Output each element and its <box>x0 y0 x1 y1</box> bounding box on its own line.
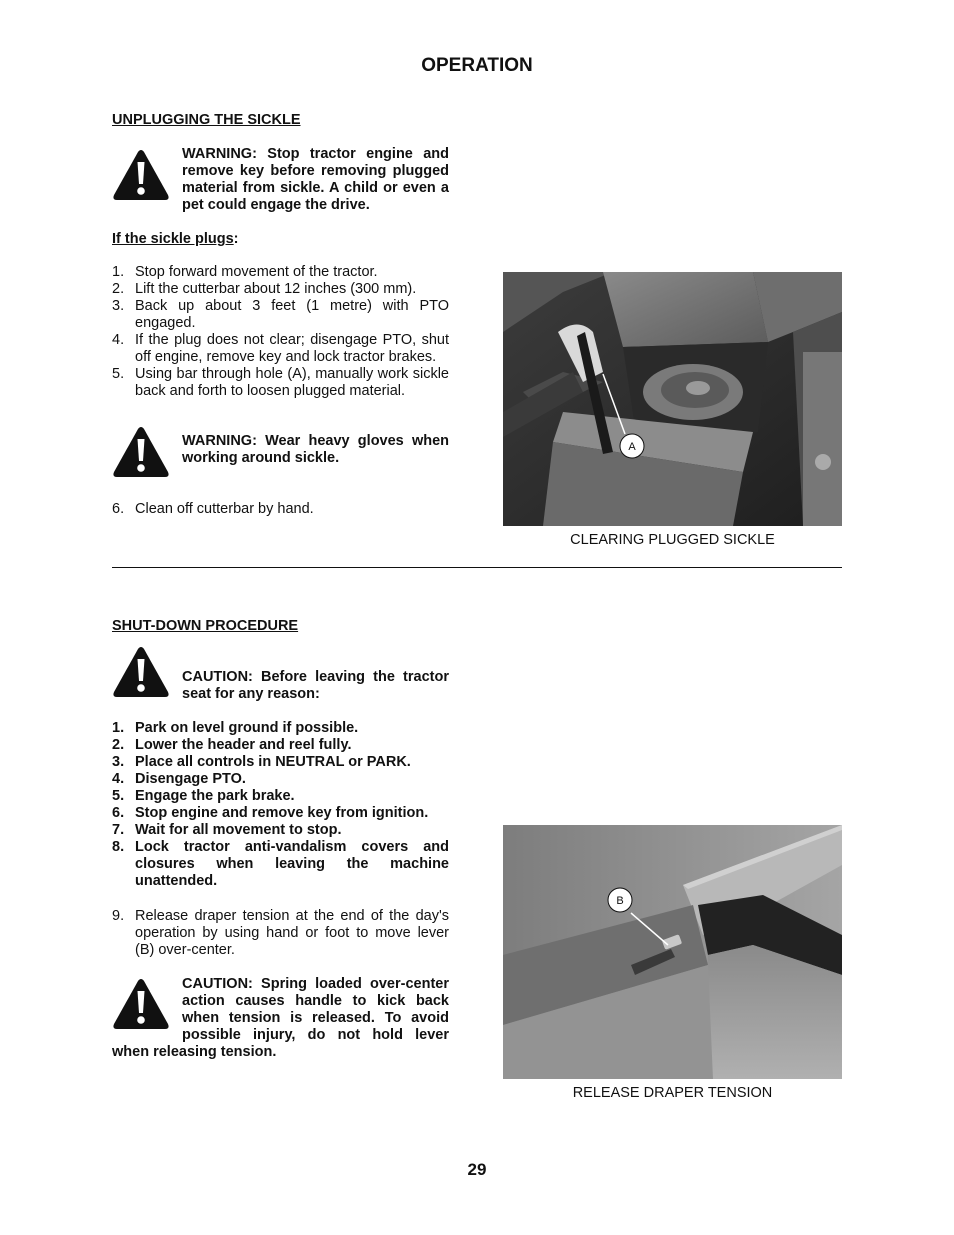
step-number: 6. <box>112 501 125 517</box>
step-text: Place all controls in NEUTRAL or PARK. <box>135 754 411 770</box>
unplugging-steps-list <box>112 264 449 400</box>
list-item <box>112 908 449 959</box>
step-text: Wait for all movement to stop. <box>135 822 342 838</box>
warning-heavy-gloves: WARNING: Wear heavy gloves when working around sickle. <box>182 433 449 466</box>
callout-b-label: B <box>616 895 624 907</box>
step-number: 5. <box>112 366 125 382</box>
caption-clearing-plugged-sickle: CLEARING PLUGGED SICKLE <box>570 532 775 548</box>
callout-a-label: A <box>628 441 636 453</box>
list-item <box>112 805 449 822</box>
unplugging-step-6 <box>112 501 449 518</box>
step-text: If the plug does not clear; disengage PTO, shut off engine, remove key and lock tractor brakes. <box>135 332 449 365</box>
list-item <box>112 720 449 737</box>
list-item <box>112 839 449 890</box>
step-text: Stop forward movement of the tractor. <box>135 264 378 280</box>
photo-clearing-plugged-sickle <box>503 272 842 526</box>
step-number: 5. <box>112 788 125 804</box>
caption-release-draper-tension: RELEASE DRAPER TENSION <box>572 1085 773 1101</box>
warning-stop-engine: WARNING: Stop tractor engine and remove key before removing plugged material from sickle. A child or even a pet could engage the drive. <box>182 146 449 213</box>
draper-photo-illustration <box>503 825 842 1079</box>
step-text: Stop engine and remove key from ignition. <box>135 805 429 821</box>
subheading-if-sickle-plugs <box>112 231 239 247</box>
step-number: 7. <box>112 822 125 838</box>
list-item <box>112 771 449 788</box>
list-item <box>112 822 449 839</box>
warning-triangle-icon <box>112 426 170 478</box>
step-number: 1. <box>112 720 125 736</box>
step-text: Engage the park brake. <box>135 788 295 804</box>
shutdown-step-9 <box>112 908 449 959</box>
list-item <box>112 298 449 332</box>
photo-release-draper-tension <box>503 825 842 1079</box>
page-title: OPERATION <box>421 55 533 76</box>
step-text: Lower the header and reel fully. <box>135 737 352 753</box>
step-number: 4. <box>112 332 125 348</box>
list-item <box>112 332 449 366</box>
caution-spring-loaded-text: CAUTION: Spring loaded over-center action causes handle to kick back when tension is released. To avoid possible injury, do not hold lever when releasing tension. <box>112 976 449 1060</box>
step-number: 8. <box>112 839 125 855</box>
shutdown-steps-list <box>112 720 449 890</box>
subheading-colon: : <box>233 231 239 247</box>
step-number: 2. <box>112 737 125 753</box>
section-heading-shutdown: SHUT-DOWN PROCEDURE <box>112 618 299 634</box>
warning-triangle-icon <box>112 646 170 698</box>
sickle-photo-illustration <box>503 272 842 526</box>
step-number: 3. <box>112 298 125 314</box>
step-number: 1. <box>112 264 125 280</box>
step-text: Back up about 3 feet (1 metre) with PTO engaged. <box>135 298 449 331</box>
step-text: Lift the cutterbar about 12 inches (300 mm). <box>135 281 417 297</box>
list-item <box>112 501 449 518</box>
step-number: 4. <box>112 771 125 787</box>
list-item <box>112 366 449 400</box>
section-heading-unplugging: UNPLUGGING THE SICKLE <box>112 112 301 128</box>
warning-triangle-icon <box>112 149 170 201</box>
step-text: Lock tractor anti-vandalism covers and closures when leaving the machine unattended. <box>135 839 449 889</box>
page-number: 29 <box>467 1160 487 1179</box>
step-number: 9. <box>112 908 125 924</box>
step-number: 2. <box>112 281 125 297</box>
step-text: Disengage PTO. <box>135 771 246 787</box>
step-text: Clean off cutterbar by hand. <box>135 501 314 517</box>
caution-before-leaving-seat: CAUTION: Before leaving the tractor seat for any reason: <box>182 669 449 702</box>
step-text: Park on level ground if possible. <box>135 720 359 736</box>
step-number: 3. <box>112 754 125 770</box>
list-item <box>112 264 449 281</box>
warning-triangle-icon <box>112 978 170 1030</box>
step-number: 6. <box>112 805 125 821</box>
list-item <box>112 788 449 805</box>
step-text: Using bar through hole (A), manually work sickle back and forth to loosen plugged material. <box>135 366 449 399</box>
section-divider <box>112 567 842 568</box>
subheading-text: If the sickle plugs <box>112 231 234 247</box>
caution-spring-loaded <box>112 976 449 1061</box>
list-item <box>112 737 449 754</box>
step-text: Release draper tension at the end of the day's operation by using hand or foot to move lever (B) over-center. <box>135 908 449 958</box>
list-item <box>112 754 449 771</box>
list-item <box>112 281 449 298</box>
